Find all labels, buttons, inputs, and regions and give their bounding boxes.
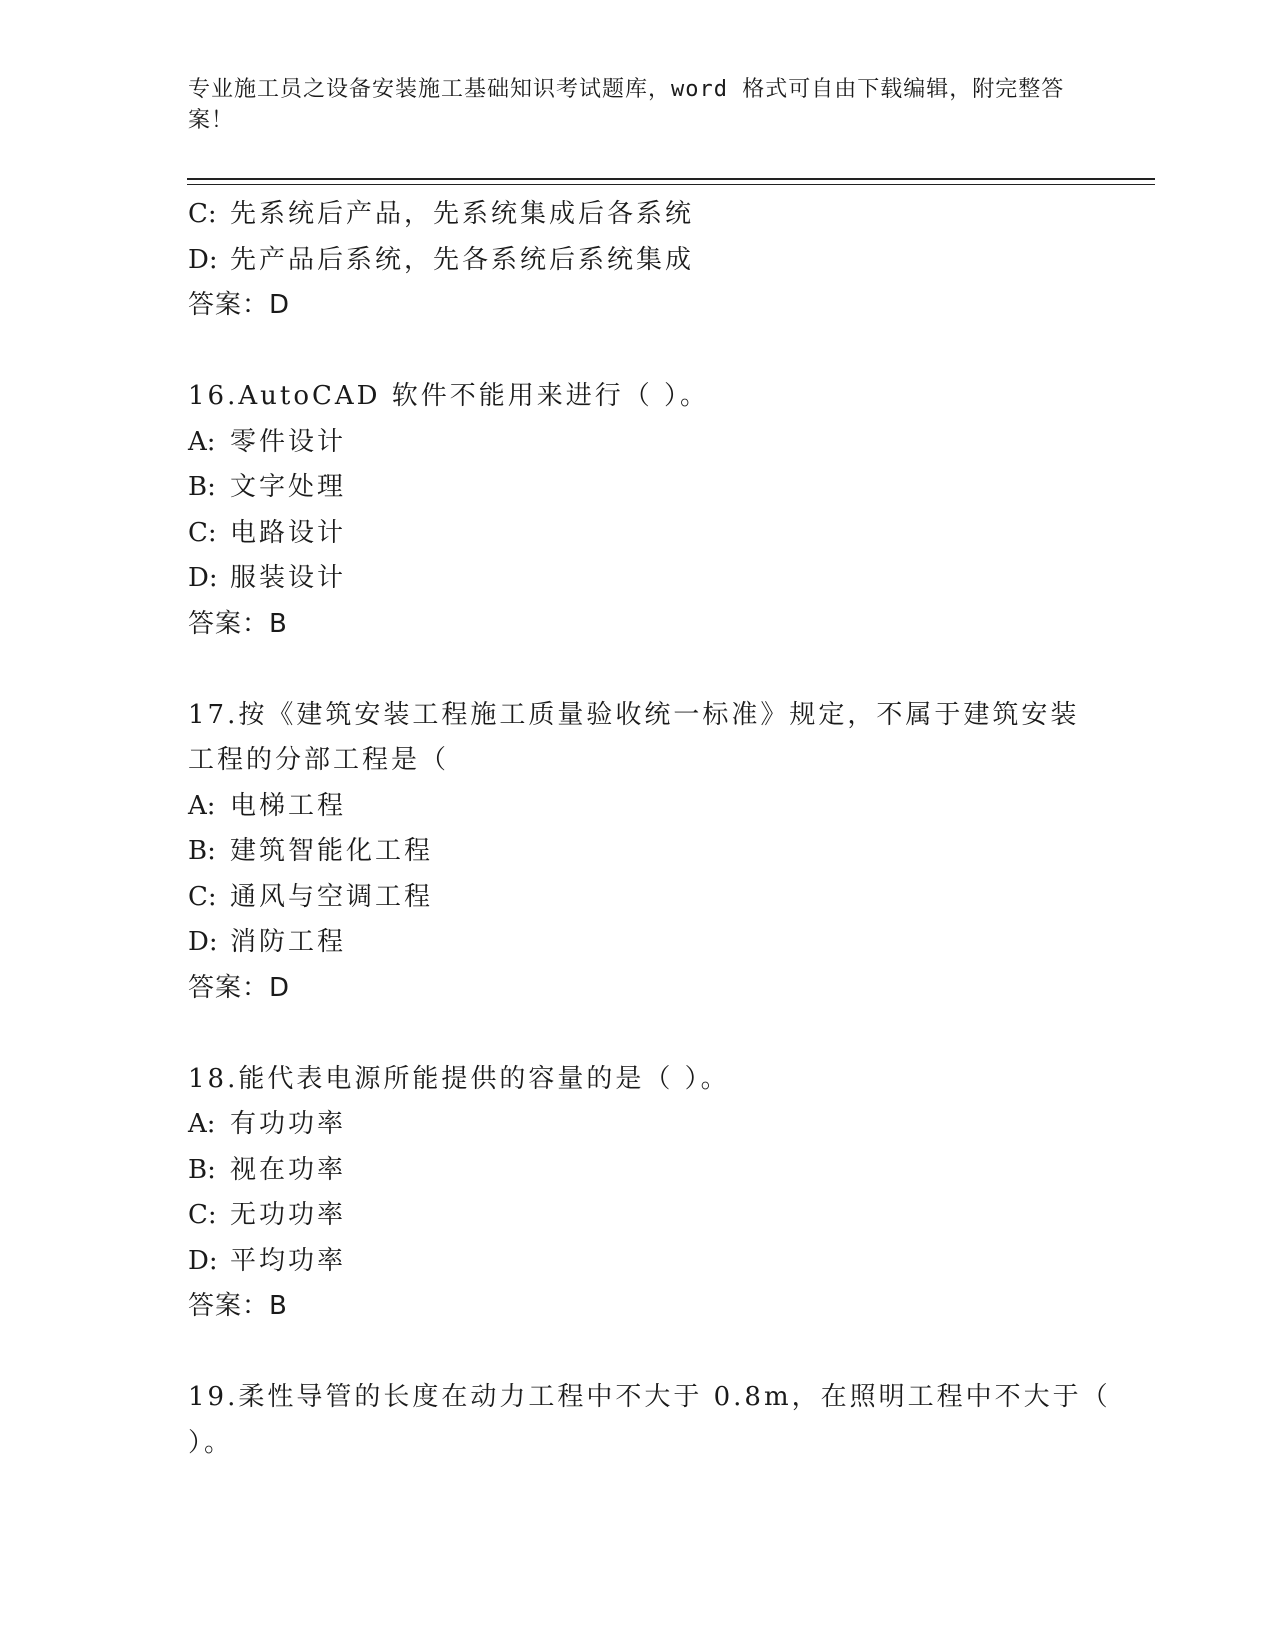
spacer (188, 1330, 1088, 1376)
answer-line: 答案：D (188, 290, 291, 320)
option-a: A: 电梯工程 (188, 790, 347, 821)
spacer (188, 647, 1088, 693)
option-c: C: 无功功率 (188, 1200, 347, 1230)
option-c: C: 先系统后产品，先系统集成后各系统 (188, 199, 695, 229)
option-a: A: 有功功率 (188, 1109, 347, 1139)
option-d: D: 平均功率 (188, 1245, 347, 1276)
option-c: C: 电路设计 (188, 517, 347, 548)
answer-line: 答案：B (188, 1291, 288, 1321)
prev-question (188, 192, 1088, 329)
answer-line: 答案：D (188, 972, 291, 1003)
option-b: B: 文字处理 (188, 472, 347, 502)
question-stem: 16.AutoCAD 软件不能用来进行（ ）。 (188, 381, 710, 411)
document-header: 专业施工员之设备安装施工基础知识考试题库，word 格式可自由下载编辑，附完整答案！ (188, 77, 1065, 133)
option-b: B: 视在功率 (188, 1154, 347, 1185)
option-d: D: 消防工程 (188, 927, 347, 957)
header-rule-thick (187, 178, 1155, 180)
answer-line: 答案：B (188, 608, 288, 639)
spacer (188, 1011, 1088, 1057)
question-stem: 18.能代表电源所能提供的容量的是（ ）。 (188, 1063, 730, 1094)
question-stem: 19.柔性导管的长度在动力工程中不大于 0.8m，在照明工程中不大于（ (188, 1382, 1111, 1412)
spacer (188, 329, 1088, 375)
option-c: C: 通风与空调工程 (188, 881, 434, 912)
question-stem: 17.按《建筑安装工程施工质量验收统一标准》规定，不属于建筑安装 (188, 699, 1080, 730)
option-b: B: 建筑智能化工程 (188, 836, 434, 866)
option-d: D: 服装设计 (188, 563, 347, 593)
option-d: D: 先产品后系统，先各系统后系统集成 (188, 244, 695, 275)
question-16 (188, 374, 1088, 647)
exam-content (188, 192, 1111, 1466)
question-17 (188, 693, 1088, 1012)
header-rule-thin (187, 184, 1155, 185)
question-stem-continued: ）。 (188, 1427, 234, 1458)
question-18 (188, 1057, 1088, 1330)
question-stem-continued: 工程的分部工程是（ (188, 745, 450, 775)
question-19 (188, 1375, 1111, 1466)
option-a: A: 零件设计 (188, 426, 347, 457)
